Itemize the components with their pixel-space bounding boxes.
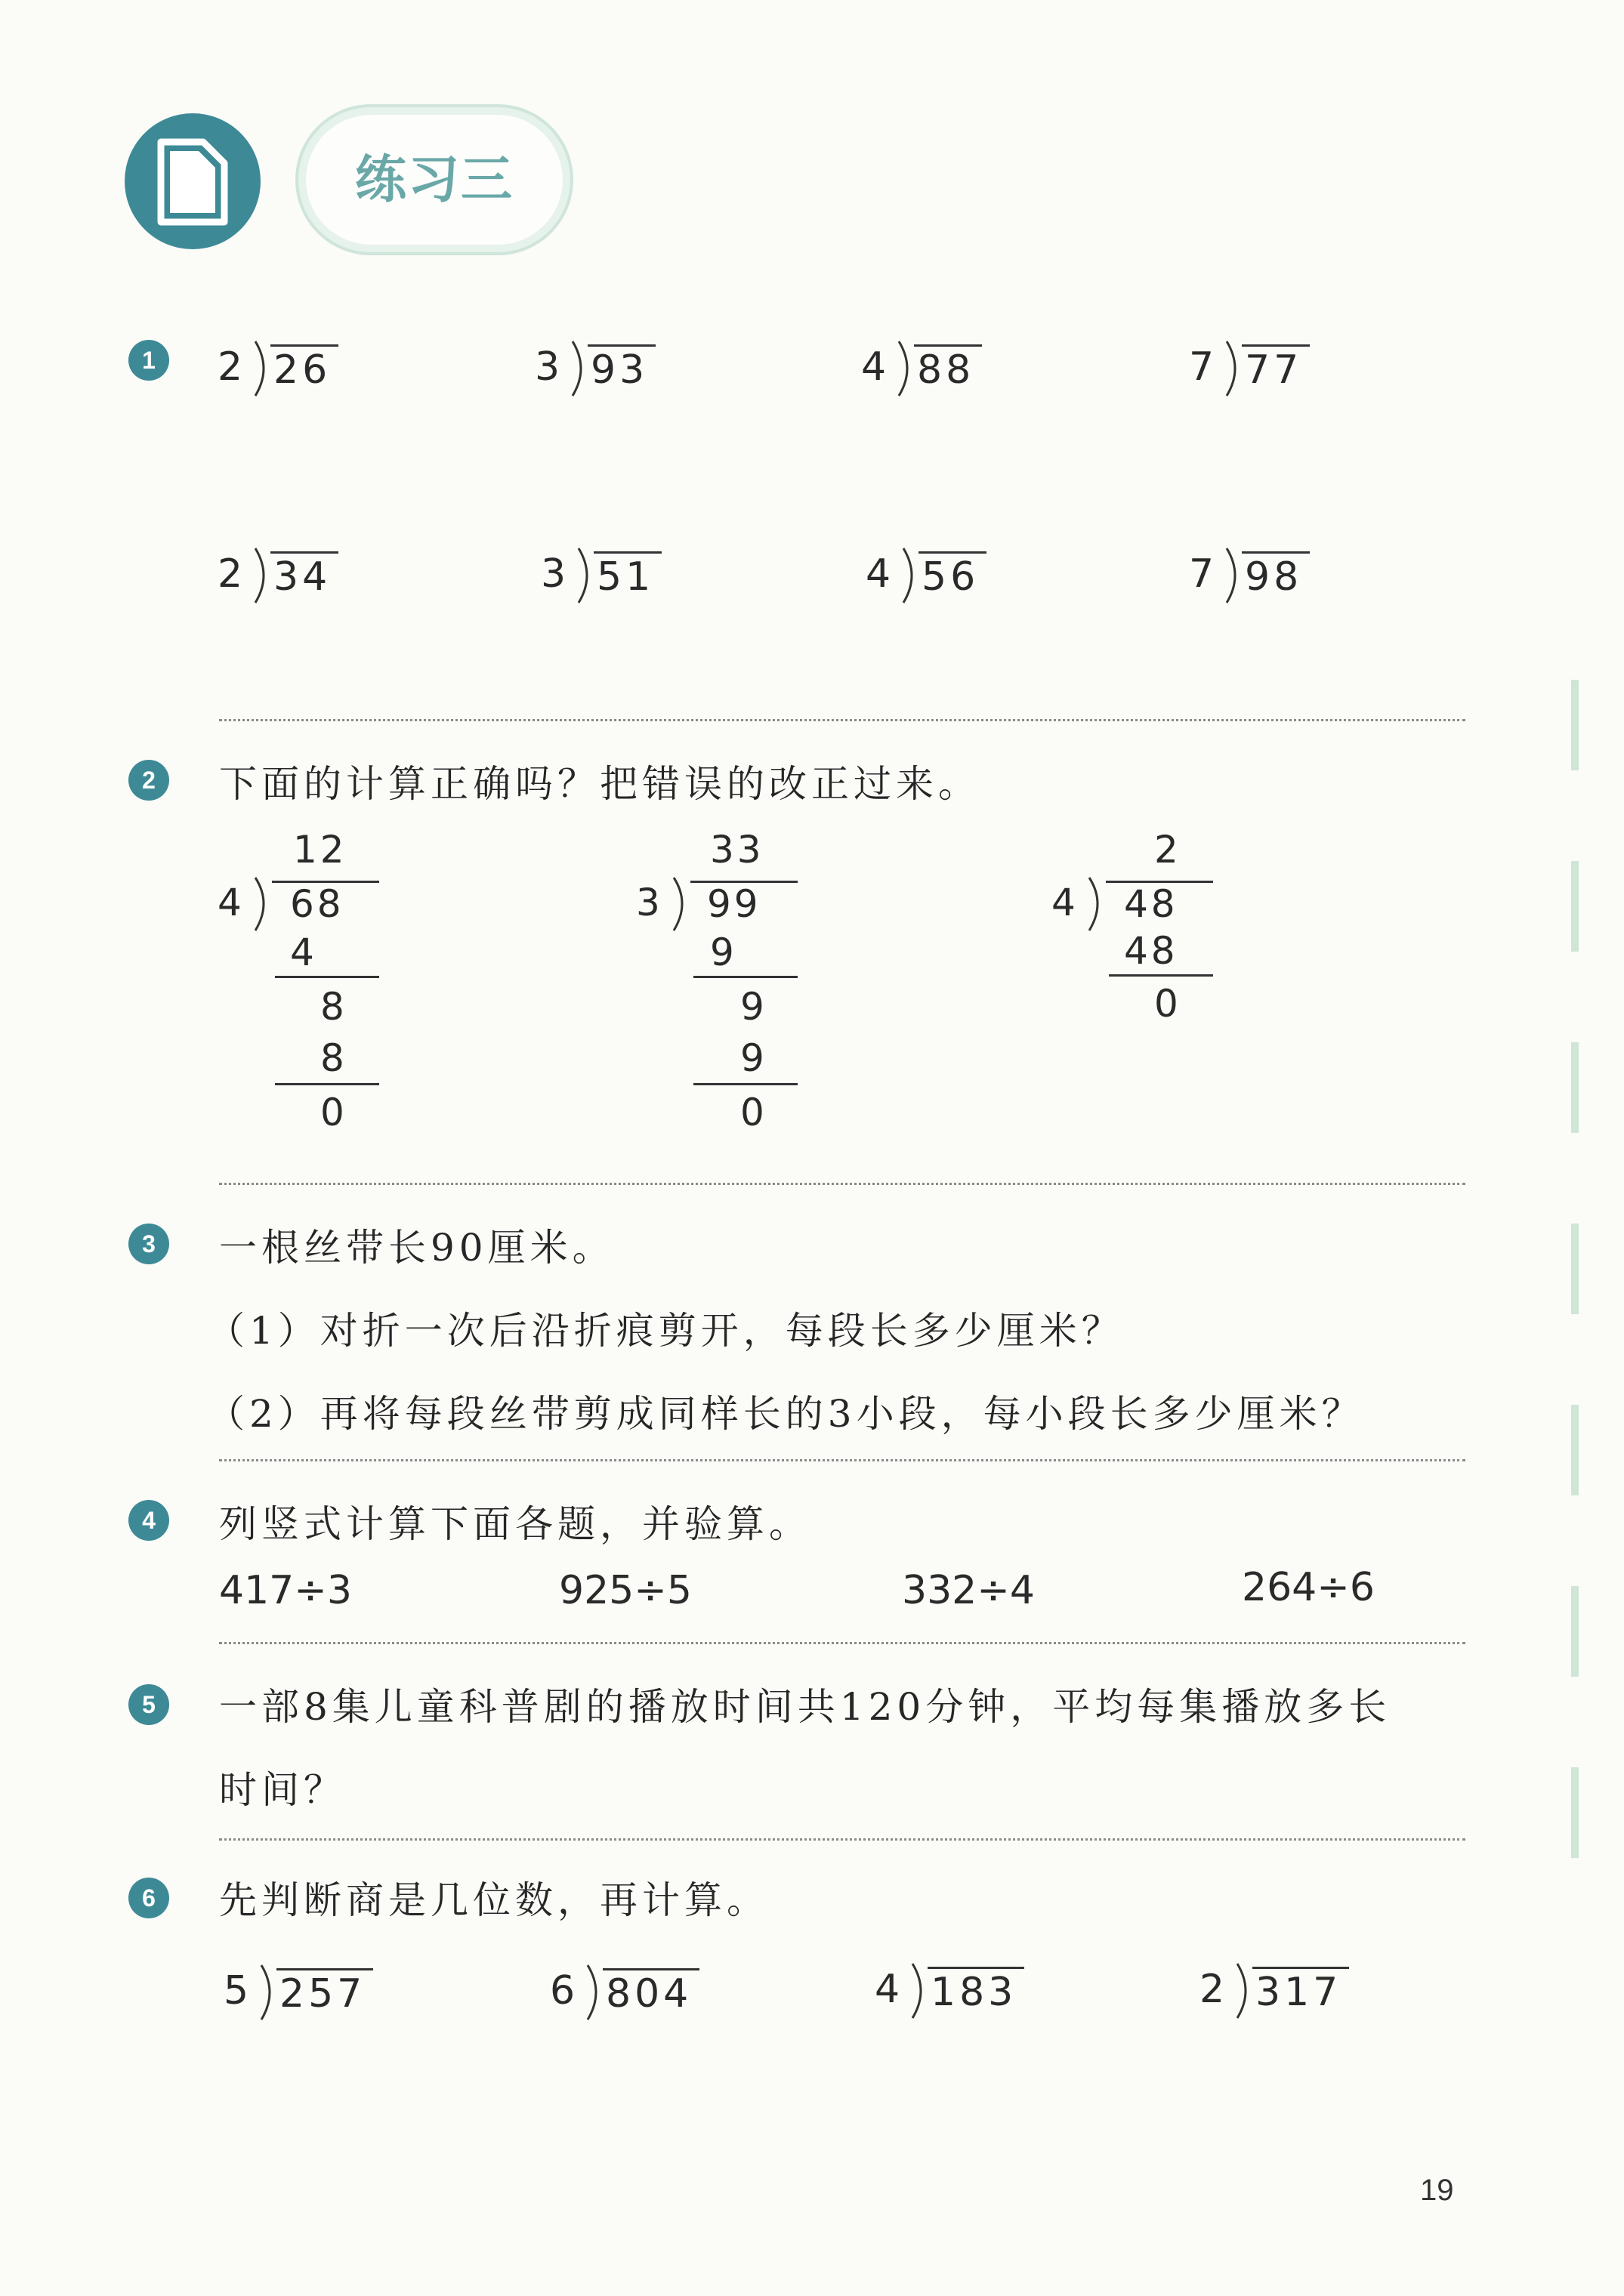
dividend: 804 (603, 1968, 699, 2017)
section-divider (219, 1642, 1465, 1644)
edge-mark (1571, 1586, 1579, 1677)
calc-item: 264÷6 (1242, 1565, 1375, 1610)
quotient: 33 (710, 828, 764, 872)
problem-5-badge: 5 (128, 1684, 169, 1725)
divisor: 3 (541, 551, 570, 597)
problem-1-badge: 1 (128, 340, 169, 381)
section-divider (219, 719, 1465, 721)
divisor: 2 (1199, 1967, 1229, 2012)
dividend: 48 (1124, 882, 1178, 926)
problem-6-text: 先判断商是几位数，再计算。 (219, 1878, 769, 1922)
dividend: 26 (270, 344, 338, 393)
divisor: 5 (224, 1968, 253, 2014)
divisor: 4 (866, 551, 895, 597)
dividend: 93 (588, 344, 656, 393)
step: 48 (1124, 929, 1178, 973)
problem-2-badge: 2 (128, 760, 169, 801)
page-number: 19 (1420, 2174, 1454, 2207)
divisor: 4 (218, 881, 245, 924)
step-line (693, 1083, 798, 1085)
quotient: 2 (1154, 828, 1181, 872)
step: 9 (740, 1036, 767, 1080)
divisor: 7 (1189, 551, 1218, 597)
step-line (1109, 974, 1213, 977)
step: 4 (290, 930, 317, 974)
divisor: 4 (875, 1967, 904, 2012)
problem-3-question-1: （1）对折一次后沿折痕剪开，每段长多少厘米？ (207, 1309, 1124, 1353)
step: 0 (740, 1091, 767, 1134)
divisor: 2 (218, 344, 247, 390)
edge-mark (1571, 1042, 1579, 1133)
step-line (693, 976, 798, 978)
dividend: 88 (914, 344, 982, 393)
page-title: 练习三 (354, 150, 514, 210)
divisor: 4 (861, 344, 891, 390)
exercise-document-icon (125, 113, 261, 249)
step-line (275, 976, 379, 978)
division-bracket-icon (1085, 876, 1107, 932)
divisor: 3 (636, 881, 663, 924)
dividend: 34 (270, 551, 338, 600)
step-line (275, 1083, 379, 1085)
dividend: 317 (1252, 1967, 1349, 2016)
divisor: 6 (550, 1968, 579, 2014)
calc-item: 417÷3 (219, 1568, 352, 1613)
edge-mark (1571, 1224, 1579, 1314)
step: 8 (320, 1036, 347, 1080)
calc-item: 332÷4 (902, 1568, 1035, 1613)
problem-6-badge: 6 (128, 1878, 169, 1918)
edge-mark (1571, 861, 1579, 952)
dividend: 98 (1242, 551, 1310, 600)
problem-3-question-2: （2）再将每段丝带剪成同样长的3小段，每小段长多少厘米？ (207, 1392, 1364, 1436)
dividend: 99 (707, 882, 761, 926)
calc-item: 925÷5 (559, 1568, 692, 1613)
edge-mark (1571, 680, 1579, 770)
edge-mark (1571, 1767, 1579, 1858)
problem-2-text: 下面的计算正确吗？把错误的改正过来。 (219, 762, 980, 806)
division-bracket-icon (669, 876, 692, 932)
step: 0 (1154, 982, 1181, 1026)
dividend: 77 (1242, 344, 1310, 393)
divisor: 2 (218, 551, 247, 597)
dividend: 257 (276, 1968, 373, 2017)
section-divider (219, 1459, 1465, 1461)
problem-5-text-line-1: 一部8集儿童科普剧的播放时间共120分钟，平均每集播放多长 (219, 1685, 1391, 1729)
problem-5-text-line-2: 时间？ (219, 1768, 346, 1812)
step: 9 (740, 985, 767, 1029)
division-bracket-icon (251, 876, 273, 932)
edge-mark (1571, 1405, 1579, 1495)
divisor: 7 (1189, 344, 1218, 390)
step: 9 (710, 930, 737, 974)
dividend: 68 (290, 882, 344, 926)
step: 0 (320, 1091, 347, 1134)
dividend: 183 (928, 1967, 1024, 2016)
quotient: 12 (293, 828, 347, 872)
problem-4-badge: 4 (128, 1500, 169, 1541)
problem-4-text: 列竖式计算下面各题，并验算。 (219, 1502, 811, 1546)
divisor: 4 (1051, 881, 1079, 924)
dividend: 51 (594, 551, 662, 600)
divisor: 3 (535, 344, 564, 390)
section-divider (219, 1838, 1465, 1841)
title-pill (306, 115, 563, 245)
dividend: 56 (919, 551, 986, 600)
problem-3-badge: 3 (128, 1224, 169, 1264)
section-divider (219, 1183, 1465, 1185)
problem-3-text: 一根丝带长90厘米。 (219, 1226, 615, 1270)
step: 8 (320, 985, 347, 1029)
